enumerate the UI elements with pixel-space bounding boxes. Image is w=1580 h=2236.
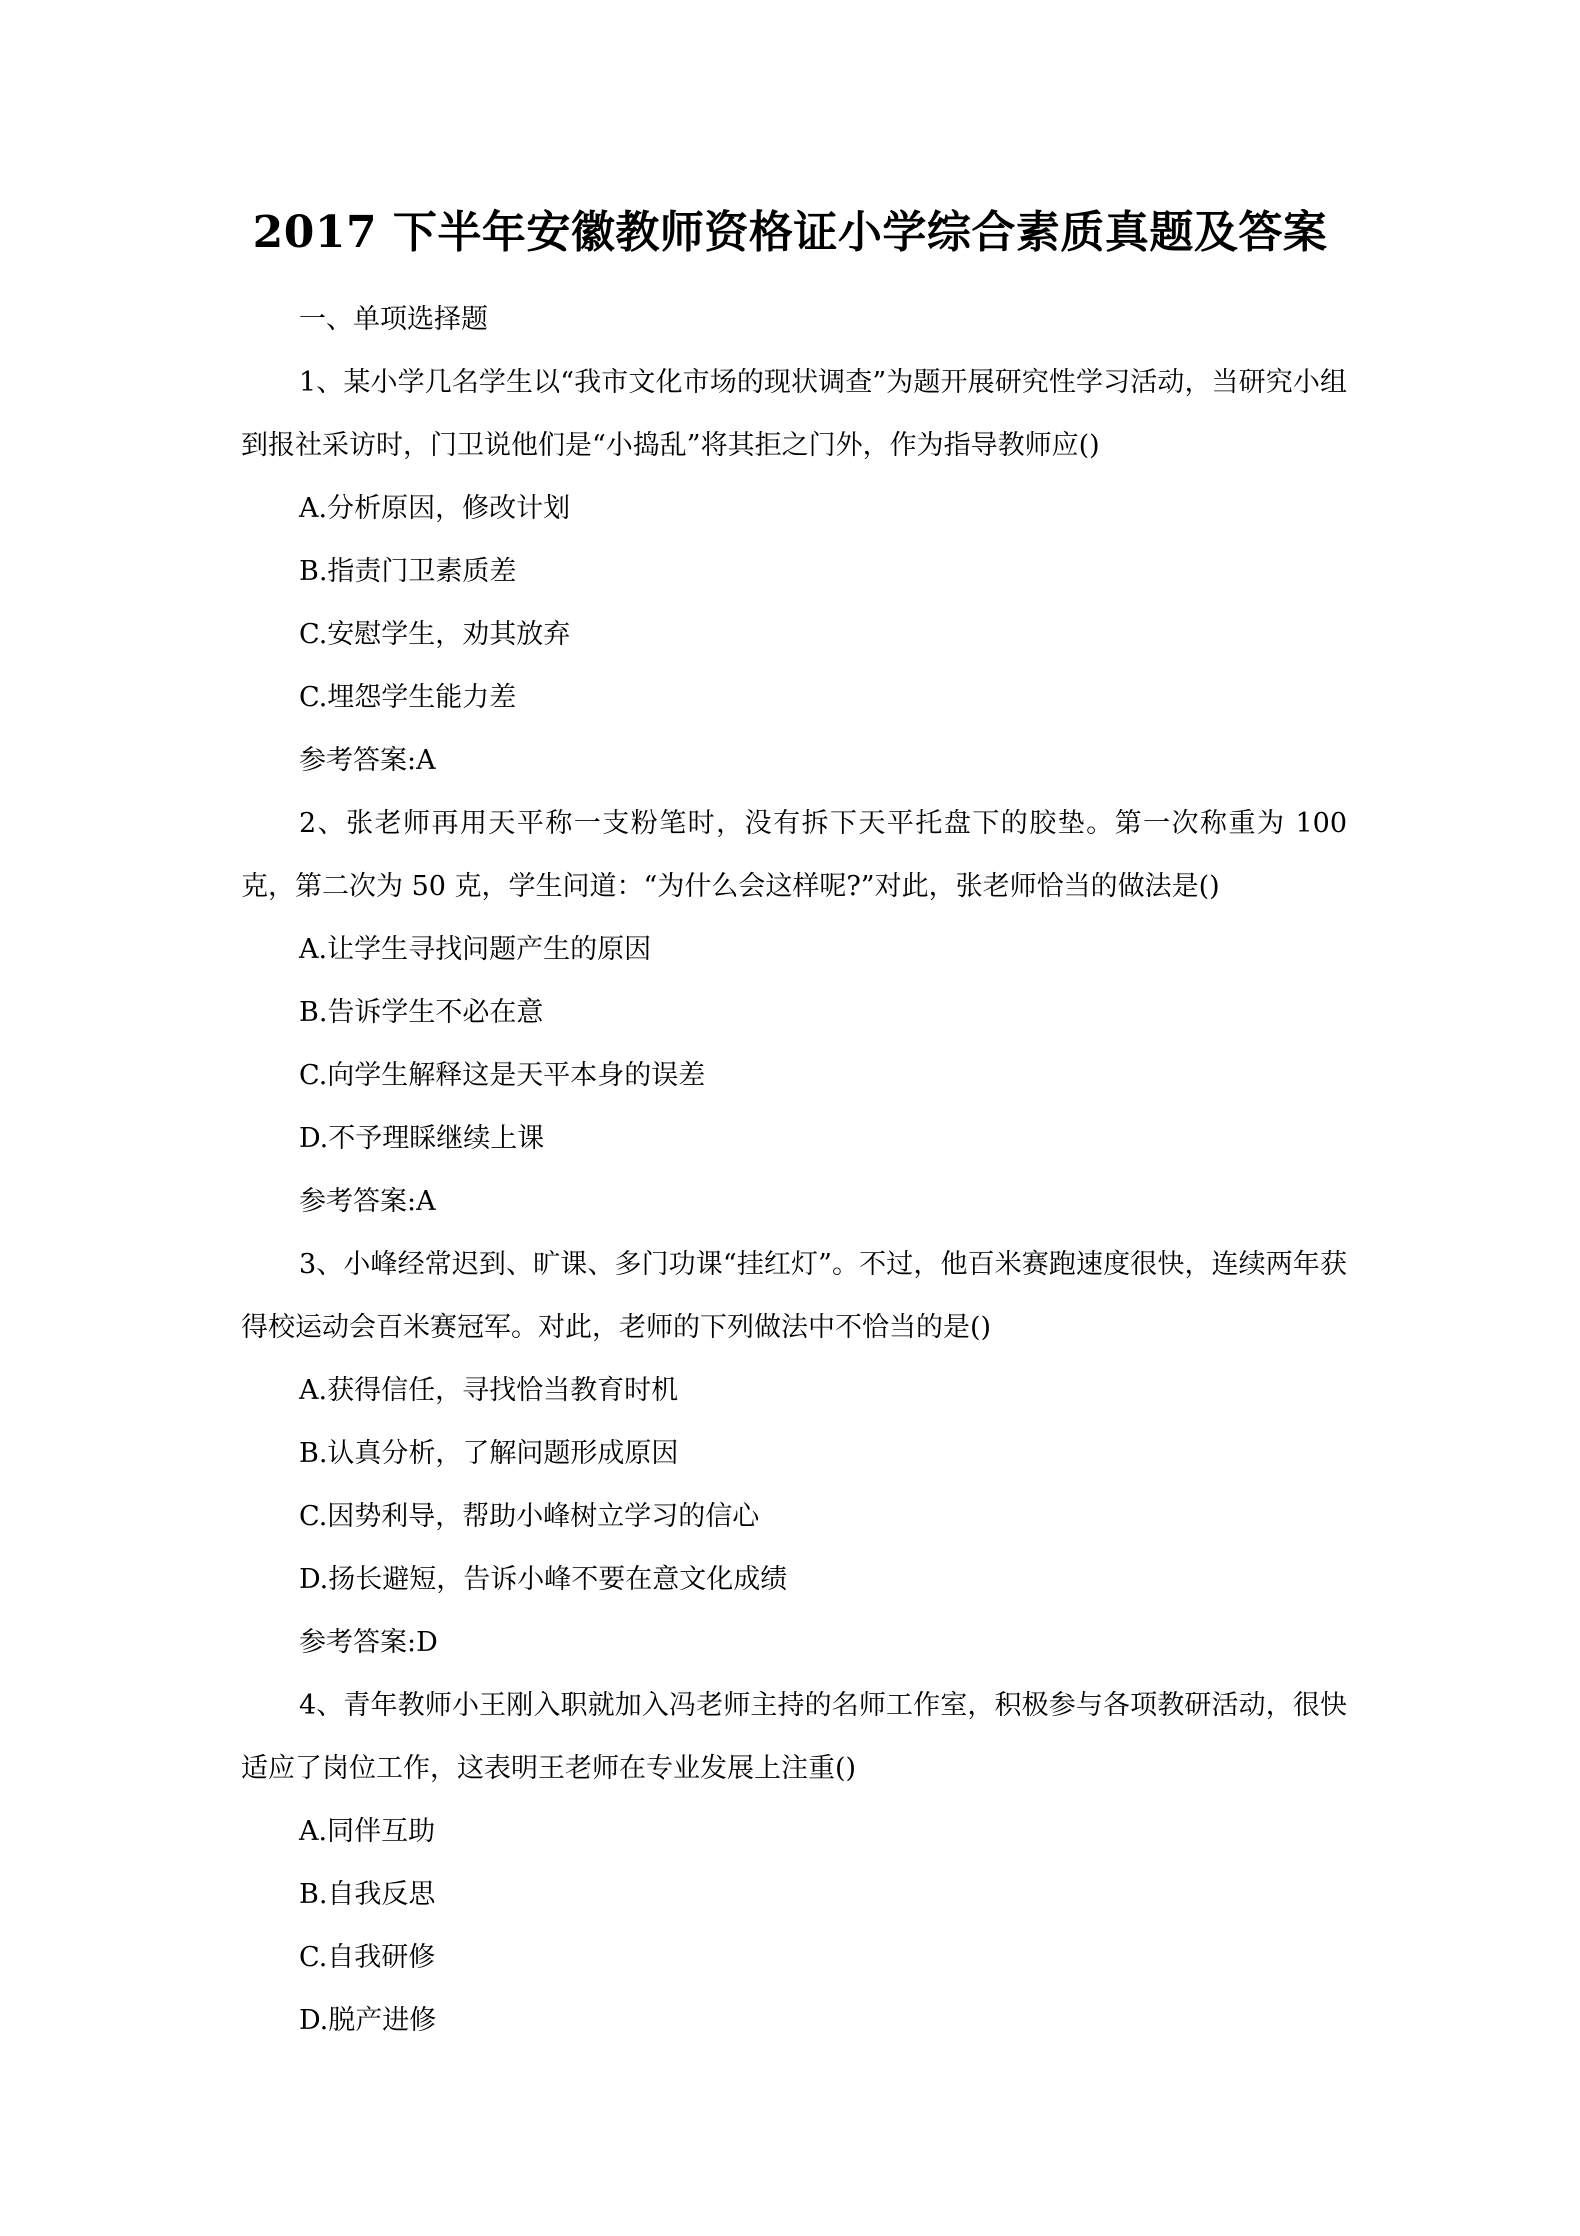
question-3-stem: 3、小峰经常迟到、旷课、多门功课“挂红灯”。不过，他百米赛跑速度很快，连续两年获得校运动会百米赛冠军。对此，老师的下列做法中不恰当的是() — [241, 1249, 1347, 1343]
question-2-stem: 2、张老师再用天平称一支粉笔时，没有拆下天平托盘下的胶垫。第一次称重为 100 克，第二次为 50 克，学生问道：“为什么会这样呢?”对此，张老师恰当的做法是() — [241, 808, 1347, 902]
question-1-answer: 参考答案:A — [299, 745, 436, 776]
section-heading: 一、单项选择题 — [299, 304, 488, 335]
question-2-option-a: A.让学生寻找问题产生的原因 — [299, 934, 652, 965]
question-1-option-c: C.安慰学生，劝其放弃 — [299, 619, 571, 650]
question-4-option-c: C.自我研修 — [299, 1942, 436, 1973]
question-1-option-a: A.分析原因，修改计划 — [299, 493, 571, 524]
question-4-option-b: B.自我反思 — [299, 1879, 436, 1910]
question-3-option-c: C.因势利导，帮助小峰树立学习的信心 — [299, 1501, 760, 1532]
question-2-option-d: D.不予理睬继续上课 — [299, 1123, 545, 1154]
document-title: 2017 下半年安徽教师资格证小学综合素质真题及答案 — [252, 207, 1328, 258]
question-3-option-b: B.认真分析，了解问题形成原因 — [299, 1438, 679, 1469]
question-2-option-b: B.告诉学生不必在意 — [299, 997, 544, 1028]
question-4-stem: 4、青年教师小王刚入职就加入冯老师主持的名师工作室，积极参与各项教研活动，很快适应了岗位工作，这表明王老师在专业发展上注重() — [241, 1690, 1347, 1784]
question-1-option-d: C.埋怨学生能力差 — [299, 682, 517, 713]
question-1-stem: 1、某小学几名学生以“我市文化市场的现状调查”为题开展研究性学习活动，当研究小组到报社采访时，门卫说他们是“小捣乱”将其拒之门外，作为指导教师应() — [241, 367, 1347, 461]
question-4-option-d: D.脱产进修 — [299, 2005, 437, 2036]
question-3-answer: 参考答案:D — [299, 1627, 438, 1658]
question-3-option-a: A.获得信任，寻找恰当教育时机 — [299, 1375, 679, 1406]
question-1-option-b: B.指责门卫素质差 — [299, 556, 517, 587]
question-2-option-c: C.向学生解释这是天平本身的误差 — [299, 1060, 706, 1091]
question-4-option-a: A.同伴互助 — [299, 1816, 436, 1847]
question-3-option-d: D.扬长避短，告诉小峰不要在意文化成绩 — [299, 1564, 788, 1595]
question-2-answer: 参考答案:A — [299, 1186, 436, 1217]
document-body — [241, 288, 1347, 2052]
